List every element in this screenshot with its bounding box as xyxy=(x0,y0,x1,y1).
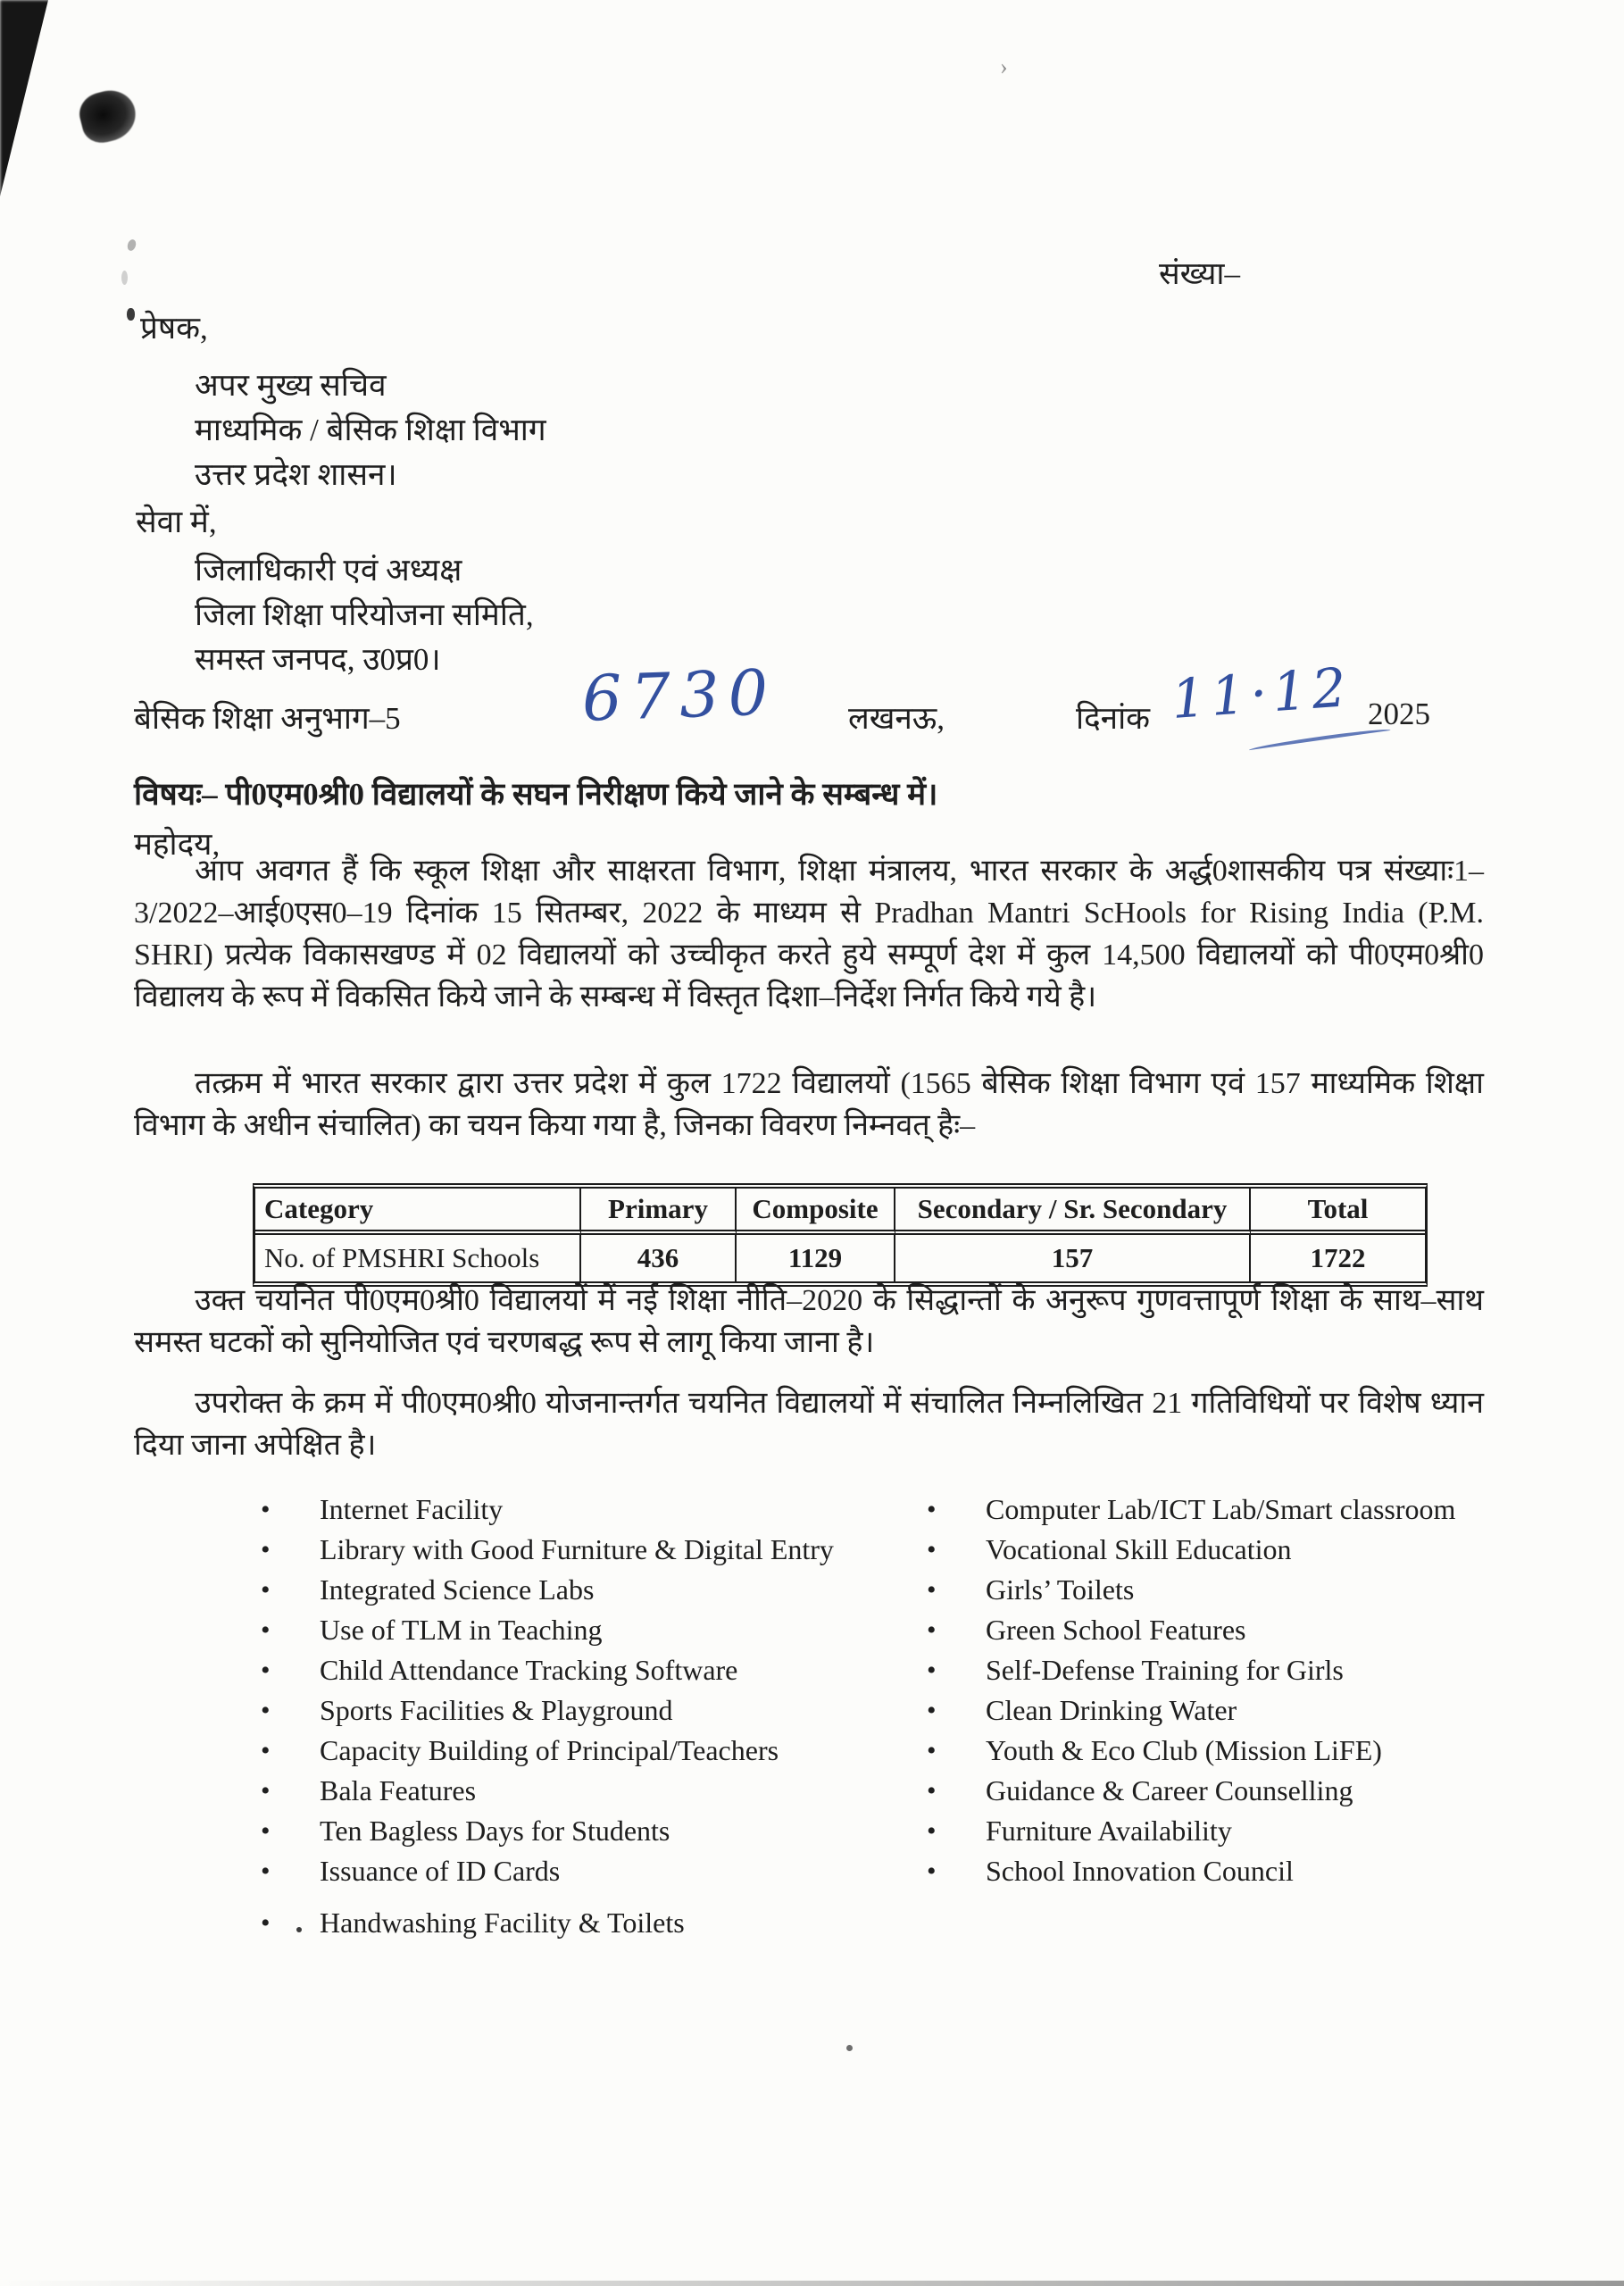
subject-line: विषयः– पी0एम0श्री0 विद्यालयों के सघन निरीक्षण किये जाने के सम्बन्ध में। xyxy=(134,777,938,812)
list-item xyxy=(927,1731,1516,1771)
list-item xyxy=(927,1530,1516,1570)
pmshri-schools-table xyxy=(253,1183,1428,1287)
activities-list-right xyxy=(927,1489,1516,1891)
body-paragraph-1: आप अवगत हैं कि स्कूल शिक्षा और साक्षरता विभाग, शिक्षा मंत्रालय, भारत सरकार के अर्द्ध0शासकीय पत्र संख्याः1–3/2022–आई0एस0–19 दिनांक 15 सितम्बर, 2022 के माध्यम से Pradhan Mantri ScHools for Rising India (P.M. SHRI) प्रत्येक विकासखण्ड में 02 विद्यालयों को उच्चीकृत करते हुये सम्पूर्ण देश में कुल 14,500 विद्यालयों को पी0एम0श्री0 विद्यालय के रूप में विकसित किये जाने के सम्बन्ध में विस्तृत दिशा–निर्देश निर्गत किये गये है। xyxy=(134,855,1484,1014)
activity-label: Guidance & Career Counselling xyxy=(986,1774,1353,1806)
table-header-primary: Primary xyxy=(581,1189,737,1235)
handwritten-dispatch-number: 6730 xyxy=(580,655,779,736)
bullet-icon: • xyxy=(261,1776,271,1806)
activity-label: Girls’ Toilets xyxy=(986,1573,1135,1606)
punch-hole-mark xyxy=(75,85,141,146)
activity-label: School Innovation Council xyxy=(986,1855,1294,1887)
table-row xyxy=(255,1235,1425,1281)
list-item xyxy=(261,1731,877,1771)
bullet-icon: • xyxy=(927,1816,937,1846)
value-total: 1722 xyxy=(1310,1242,1366,1273)
ink-smudge xyxy=(127,308,135,321)
activity-label: Self-Defense Training for Girls xyxy=(986,1654,1344,1686)
row-label: No. of PMSHRI Schools xyxy=(255,1235,581,1281)
table-header-row xyxy=(255,1189,1425,1235)
activity-label: Library with Good Furniture & Digital Entry xyxy=(320,1533,834,1565)
activity-label: Vocational Skill Education xyxy=(986,1533,1292,1565)
activity-label: Handwashing Facility & Toilets xyxy=(320,1906,685,1939)
list-item xyxy=(261,1690,877,1731)
activity-label: Child Attendance Tracking Software xyxy=(320,1654,738,1686)
bullet-icon: • xyxy=(927,1856,937,1886)
sender-line: अपर मुख्य सचिव xyxy=(195,368,387,403)
value-primary: 436 xyxy=(581,1235,737,1281)
activity-label: Ten Bagless Days for Students xyxy=(320,1815,670,1847)
recipient-line: समस्त जनपद, उ0प्र0। xyxy=(195,642,441,677)
bullet-icon: • xyxy=(261,1575,271,1605)
table-header-total: Total xyxy=(1251,1189,1425,1235)
bullet-icon: • xyxy=(261,1856,271,1886)
place-name: लखनऊ, xyxy=(848,701,945,736)
bullet-icon: • xyxy=(927,1575,937,1605)
bullet-icon: • xyxy=(261,1495,271,1524)
list-item xyxy=(927,1851,1516,1891)
bullet-icon: • xyxy=(927,1696,937,1725)
list-item xyxy=(261,1489,877,1530)
list-item xyxy=(261,1650,877,1690)
activity-label: Bala Features xyxy=(320,1774,477,1806)
list-item xyxy=(927,1771,1516,1811)
bullet-icon: • xyxy=(927,1615,937,1645)
section-name: बेसिक शिक्षा अनुभाग–5 xyxy=(134,701,401,736)
handwritten-date: 11·12 xyxy=(1169,656,1353,731)
sender-line: उत्तर प्रदेश शासन। xyxy=(195,457,397,492)
stray-scan-mark: › xyxy=(1000,54,1008,79)
list-item xyxy=(261,1570,877,1610)
table-header-secondary: Secondary / Sr. Secondary xyxy=(895,1189,1251,1235)
activity-label: Furniture Availability xyxy=(986,1815,1232,1847)
list-item xyxy=(927,1650,1516,1690)
scan-corner-shadow xyxy=(0,0,55,204)
activity-label: Issuance of ID Cards xyxy=(320,1855,561,1887)
bullet-icon: • xyxy=(927,1656,937,1685)
ink-smudge xyxy=(121,271,128,285)
activity-label: Integrated Science Labs xyxy=(320,1573,595,1606)
activity-label: Green School Features xyxy=(986,1614,1246,1646)
bullet-icon: • xyxy=(927,1776,937,1806)
date-label: दिनांक xyxy=(1076,701,1151,736)
table-header-category: Category xyxy=(255,1189,581,1235)
value-composite: 1129 xyxy=(737,1235,895,1281)
list-item xyxy=(261,1903,877,1943)
table-header-composite: Composite xyxy=(737,1189,895,1235)
activities-list-left xyxy=(261,1489,877,1943)
year-text: 2025 xyxy=(1368,697,1430,731)
bullet-icon: • xyxy=(261,1615,271,1645)
bullet-icon: • xyxy=(927,1495,937,1524)
body-paragraph-4: उपरोक्त के क्रम में पी0एम0श्री0 योजनान्तर्गत चयनित विद्यालयों में संचालित निम्नलिखित 21 गतिविधियों पर विशेष ध्यान दिया जाना अपेक्षित है। xyxy=(134,1387,1484,1462)
scan-bottom-edge xyxy=(0,2281,1624,2286)
list-item xyxy=(261,1610,877,1650)
body-paragraph-2: तत्क्रम में भारत सरकार द्वारा उत्तर प्रदेश में कुल 1722 विद्यालयों (1565 बेसिक शिक्षा विभाग एवं 157 माध्यमिक शिक्षा विभाग के अधीन संचालित) का चयन किया गया है, जिनका विवरण निम्नवत् हैः– xyxy=(134,1067,1484,1142)
sender-line: माध्यमिक / बेसिक शिक्षा विभाग xyxy=(195,413,546,447)
activity-label: Internet Facility xyxy=(320,1493,504,1525)
bullet-icon: • xyxy=(927,1736,937,1765)
list-item xyxy=(927,1610,1516,1650)
salutation: महोदय, xyxy=(134,827,221,862)
activity-label: Youth & Eco Club (Mission LiFE) xyxy=(986,1734,1382,1766)
value-secondary: 157 xyxy=(895,1235,1251,1281)
bullet-icon: • xyxy=(261,1816,271,1846)
ink-smudge xyxy=(126,238,137,252)
body-paragraph-3: उक्त चयनित पी0एम0श्री0 विद्यालयों में नई शिक्षा नीति–2020 के सिद्धान्तों के अनुरूप गुणवत्तापूर्ण शिक्षा के साथ–साथ समस्त घटकों को सुनियोजित एवं चरणबद्ध रूप से लागू किया जाना है। xyxy=(134,1284,1484,1359)
bullet-icon: • xyxy=(261,1908,271,1938)
ink-dot xyxy=(846,2045,853,2051)
ref-number-label: संख्या– xyxy=(1159,256,1241,291)
activity-label: Capacity Building of Principal/Teachers xyxy=(320,1734,779,1766)
list-item xyxy=(261,1851,877,1891)
list-item xyxy=(261,1530,877,1570)
recipient-label: सेवा में, xyxy=(136,505,217,539)
activity-label: Computer Lab/ICT Lab/Smart classroom xyxy=(986,1493,1456,1525)
list-item xyxy=(927,1570,1516,1610)
list-item xyxy=(261,1771,877,1811)
bullet-icon: • xyxy=(261,1535,271,1564)
recipient-line: जिलाधिकारी एवं अध्यक्ष xyxy=(195,553,462,588)
bullet-icon: • xyxy=(261,1696,271,1725)
recipient-line: जिला शिक्षा परियोजना समिति, xyxy=(195,597,534,632)
bullet-icon: • xyxy=(927,1535,937,1564)
list-item xyxy=(927,1489,1516,1530)
bullet-icon: • xyxy=(261,1656,271,1685)
list-item xyxy=(927,1690,1516,1731)
activity-label: Use of TLM in Teaching xyxy=(320,1614,603,1646)
activity-label: Sports Facilities & Playground xyxy=(320,1694,673,1726)
activity-label: Clean Drinking Water xyxy=(986,1694,1237,1726)
list-item xyxy=(261,1811,877,1851)
bullet-icon: • xyxy=(261,1736,271,1765)
list-item xyxy=(927,1811,1516,1851)
sender-label: प्रेषक, xyxy=(140,311,208,346)
